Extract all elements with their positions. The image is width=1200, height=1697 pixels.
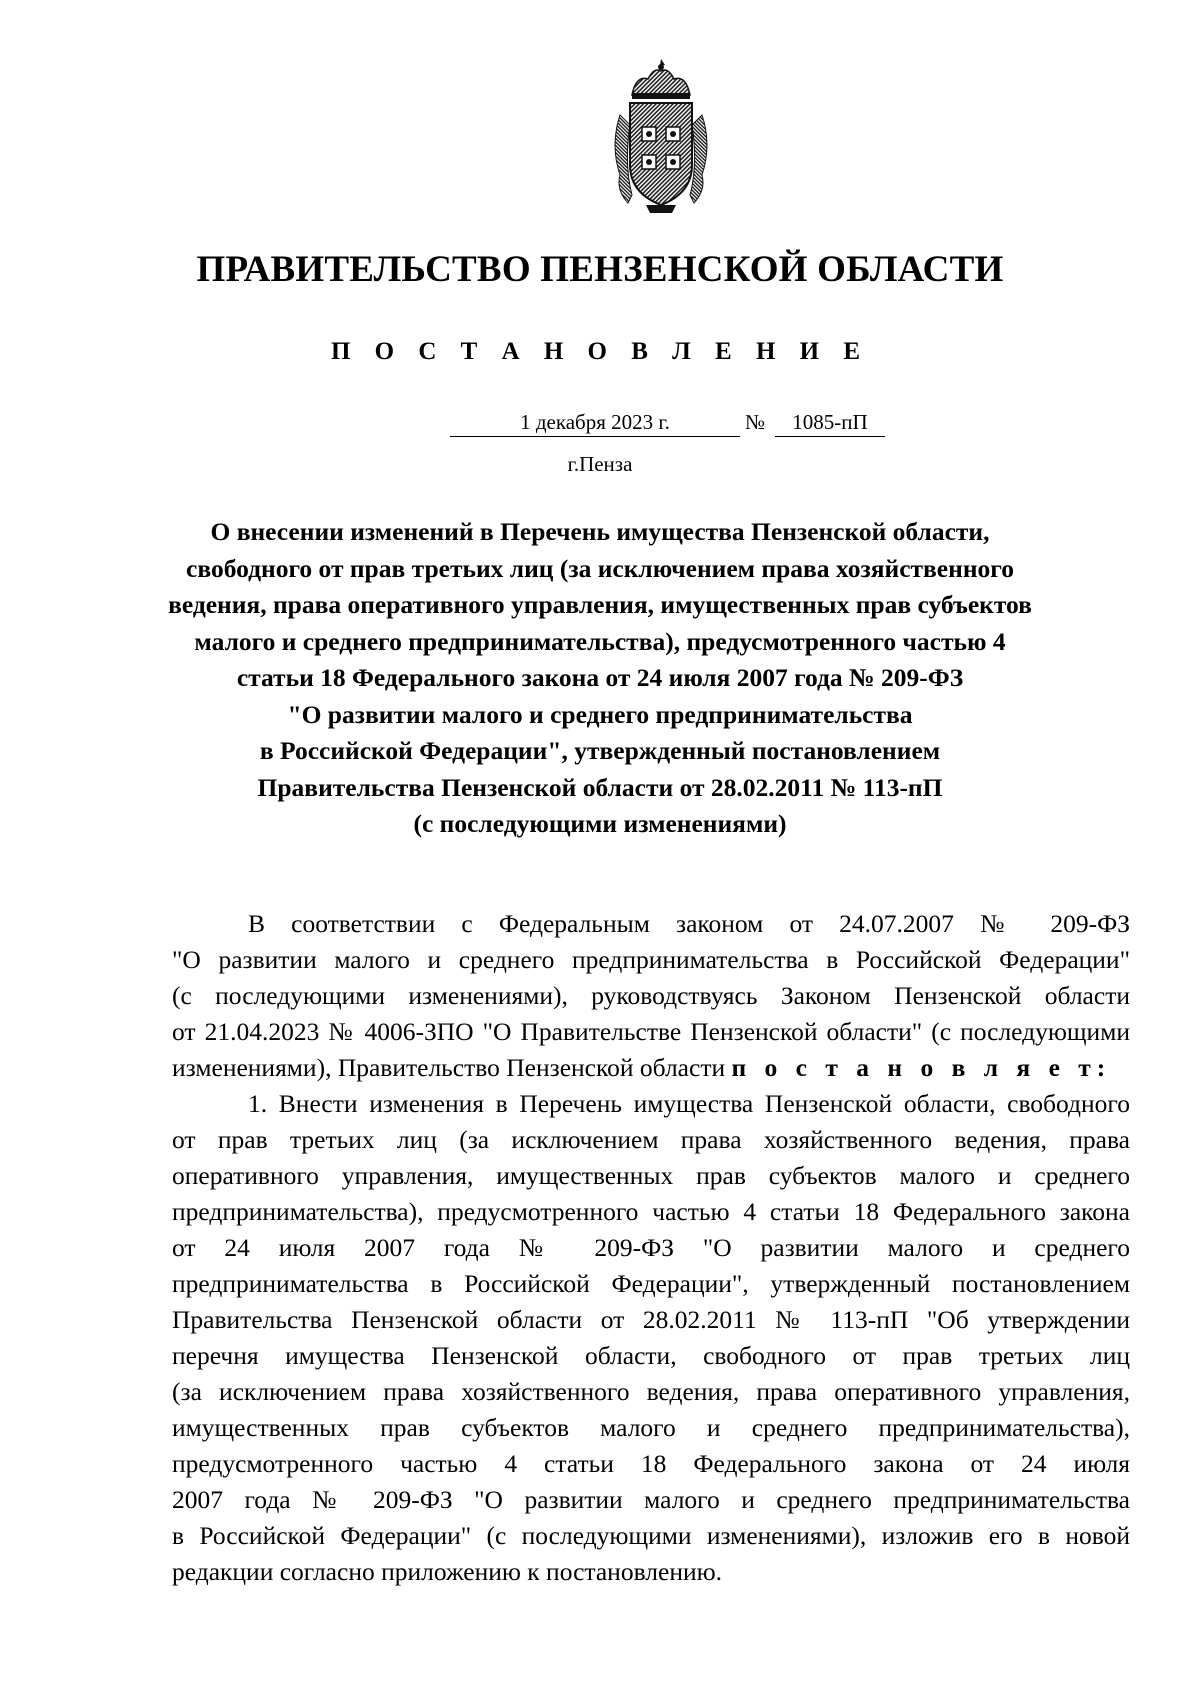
title-line: "О развитии малого и среднего предпринимательства	[287, 699, 913, 729]
title-line: ведения, права оперативного управления, имущественных прав субъектов	[168, 590, 1032, 619]
item-line: 1. Внести изменения в Перечень имущества Пензенской области, свободного	[248, 1089, 1130, 1118]
preamble-line: от 21.04.2023 № 4006-ЗПО "О Правительстве Пензенской области" (с последующими	[172, 1017, 1130, 1046]
item-line: предпринимательства), предусмотренного частью 4 статьи 18 Федерального закона	[172, 1197, 1130, 1226]
document-type: П О С Т А Н О В Л Е Н И Е	[330, 338, 870, 365]
item-line: редакции согласно приложению к постановлению.	[172, 1557, 723, 1586]
item-line: от 24 июля 2007 года № 209-ФЗ "О развитии малого и среднего	[172, 1233, 1130, 1262]
document-body	[172, 906, 1130, 1590]
title-line: Правительства Пензенской области от 28.02.2011 № 113-пП	[257, 772, 943, 802]
item-line: перечня имущества Пензенской области, свободного от прав третьих лиц	[172, 1341, 1130, 1370]
title-line: статьи 18 Федерального закона от 24 июля 2007 года № 209-ФЗ	[236, 663, 964, 692]
item-line: 2007 года № 209-ФЗ "О развитии малого и среднего предпринимательства	[172, 1485, 1130, 1514]
item-line: предпринимательства в Российской Федерации", утвержденный постановлением	[172, 1269, 1130, 1298]
decree-word: п о с т а н о в л я е т:	[731, 1053, 1112, 1082]
item-line: Правительства Пензенской области от 28.02.2011 № 113-пП "Об утверждении	[172, 1305, 1130, 1334]
document-number: 1085-пП	[775, 410, 885, 437]
coat-of-arms-emblem	[602, 55, 720, 215]
document-date: 1 декабря 2023 г.	[450, 410, 740, 437]
organization-name: ПРАВИТЕЛЬСТВО ПЕНЗЕНСКОЙ ОБЛАСТИ	[196, 249, 1004, 290]
preamble-line	[172, 1050, 1130, 1086]
item-line: (за исключением права хозяйственного ведения, права оперативного управления,	[172, 1377, 1130, 1406]
document-city: г.Пенза	[567, 452, 633, 476]
item-line: в Российской Федерации" (с последующими изменениями), изложив его в новой	[172, 1521, 1130, 1550]
title-line: свободного от прав третьих лиц (за исключением права хозяйственного	[186, 553, 1014, 583]
item-line: предусмотренного частью 4 статьи 18 Федерального закона от 24 июля	[172, 1449, 1130, 1478]
title-line: О внесении изменений в Перечень имущества Пензенской области,	[210, 517, 990, 546]
preamble-last-text: изменениями), Правительство Пензенской области	[172, 1053, 726, 1082]
document-title	[150, 514, 1050, 843]
preamble-line: (с последующими изменениями), руководствуясь Законом Пензенской области	[172, 981, 1130, 1010]
item-line: оперативного управления, имущественных прав субъектов малого и среднего	[172, 1161, 1130, 1190]
item-line: от прав третьих лиц (за исключением права хозяйственного ведения, права	[172, 1125, 1130, 1154]
title-line: малого и среднего предпринимательства), предусмотренного частью 4	[194, 626, 1006, 656]
title-line: в Российской Федерации", утвержденный постановлением	[259, 736, 941, 765]
item-line: имущественных прав субъектов малого и среднего предпринимательства),	[172, 1413, 1130, 1442]
title-line: (с последующими изменениями)	[413, 809, 787, 838]
preamble-line: В соответствии с Федеральным законом от 24.07.2007 № 209-ФЗ	[248, 909, 1130, 938]
preamble-line: "О развитии малого и среднего предпринимательства в Российской Федерации"	[172, 945, 1130, 974]
number-sign: №	[745, 410, 766, 434]
